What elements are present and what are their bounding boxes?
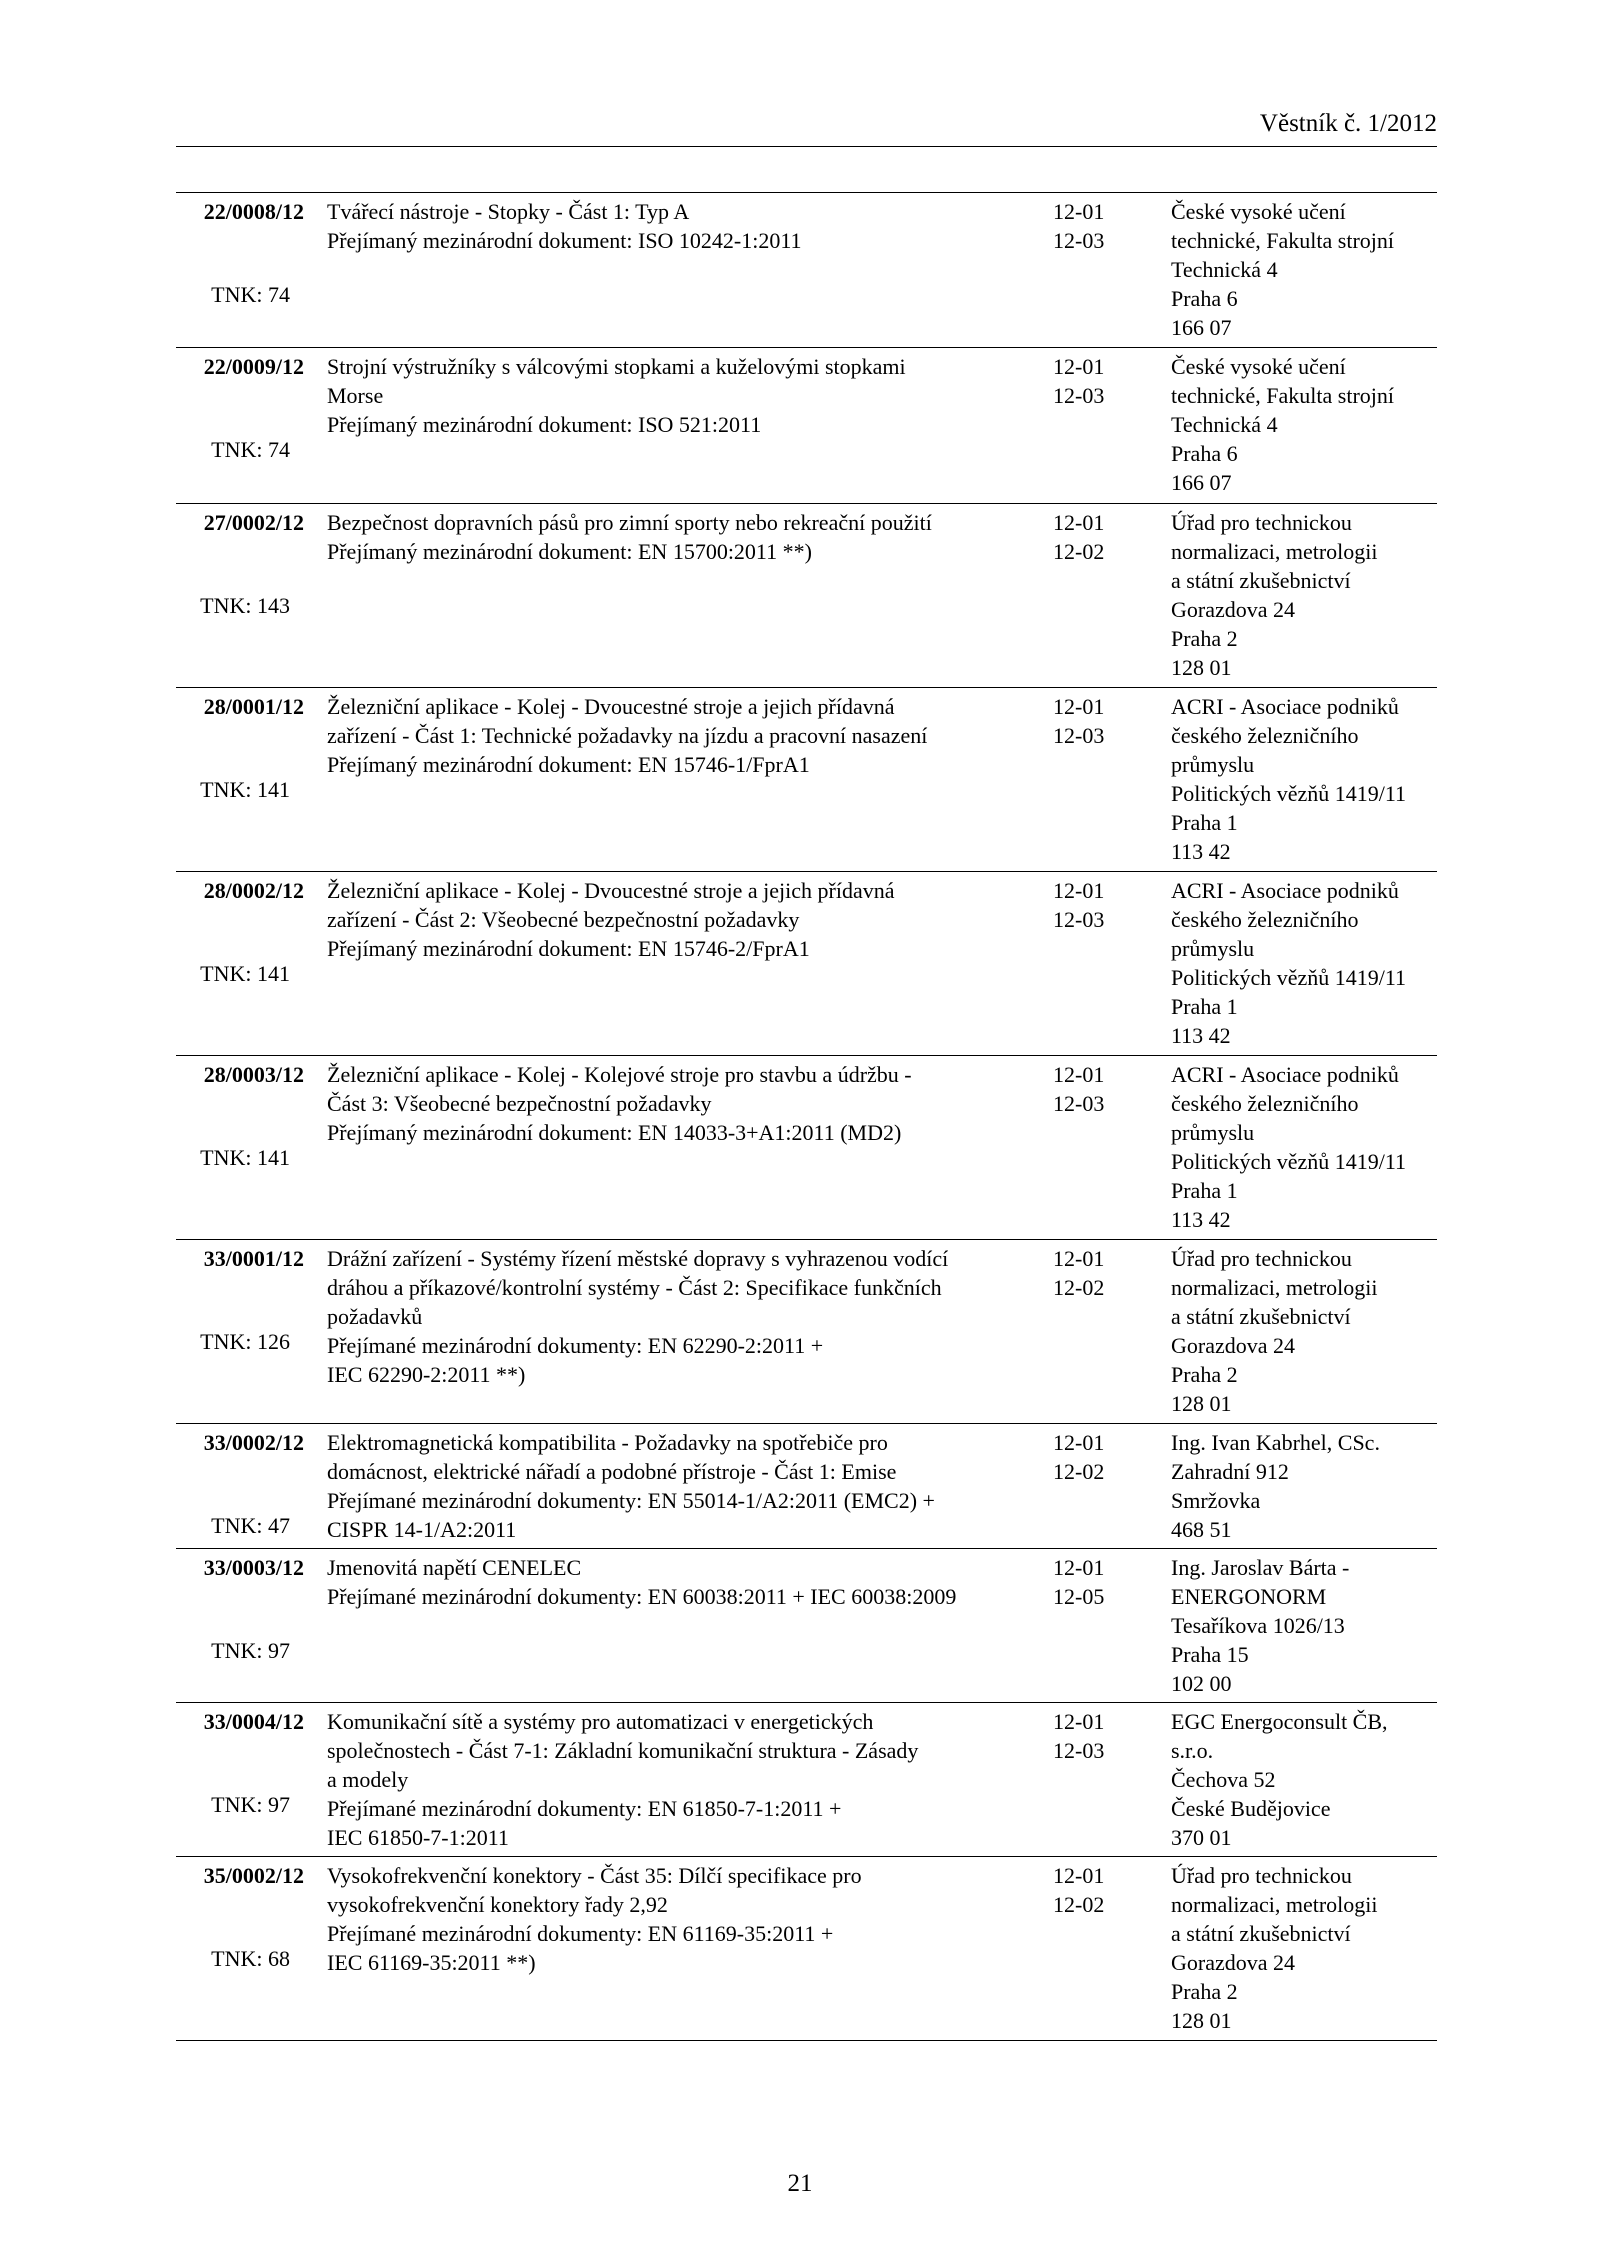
standard-number: 33/0001/12 [203,1246,304,1271]
title-line: Vysokofrekvenční konektory - Část 35: Dílčí specifikace pro [327,1863,862,1888]
tnk-label: TNK: 141 [200,1145,290,1170]
address-line: a státní zkušebnictví [1171,1921,1351,1946]
title-line: dráhou a příkazové/kontrolní systémy - Část 2: Specifikace funkčních [327,1275,942,1300]
title-line: Přejímané mezinárodní dokumenty: EN 60038:2011 + IEC 60038:2009 [327,1584,957,1609]
address-line: normalizaci, metrologii [1171,1892,1378,1917]
date-code: 12-03 [1053,907,1105,932]
date-codes [1053,876,1163,934]
address-line: České vysoké učení [1171,199,1346,224]
table-row [176,1857,1437,2040]
title-line: požadavků [327,1304,423,1329]
standards-table [176,192,1437,2041]
address-line: českého železničního [1171,907,1359,932]
address-line: průmyslu [1171,752,1255,777]
date-code: 12-02 [1053,539,1105,564]
date-codes [1053,197,1163,255]
standard-number: 28/0002/12 [203,878,304,903]
date-code: 12-03 [1053,1738,1105,1763]
address-line: Praha 6 [1171,441,1238,466]
tnk-label: TNK: 97 [211,1638,290,1663]
address-line: normalizaci, metrologii [1171,1275,1378,1300]
title-line: Přejímané mezinárodní dokumenty: EN 62290-2:2011 + [327,1333,824,1358]
title-line: Přejímaný mezinárodní dokument: ISO 10242-1:2011 [327,228,802,253]
address-line: průmyslu [1171,936,1255,961]
title-line: Přejímaný mezinárodní dokument: EN 14033-3+A1:2011 (MD2) [327,1120,902,1145]
date-code: 12-02 [1053,1892,1105,1917]
address-line: a státní zkušebnictví [1171,1304,1351,1329]
tnk-label: TNK: 141 [200,777,290,802]
processor-address [1171,1060,1437,1234]
standard-number: 33/0004/12 [203,1709,304,1734]
date-code: 12-01 [1053,1555,1105,1580]
standard-number: 27/0002/12 [203,510,304,535]
address-line: 113 42 [1171,839,1231,864]
address-line: ACRI - Asociace podniků [1171,1062,1399,1087]
address-line: 113 42 [1171,1207,1231,1232]
address-line: EGC Energoconsult ČB, [1171,1709,1388,1734]
address-line: Praha 1 [1171,994,1238,1019]
date-codes [1053,1553,1163,1611]
address-line: ACRI - Asociace podniků [1171,878,1399,903]
date-codes [1053,1060,1163,1118]
date-code: 12-03 [1053,723,1105,748]
table-row [176,1056,1437,1240]
processor-address [1171,1244,1437,1418]
page-number: 21 [787,2170,813,2197]
standard-number: 22/0009/12 [203,354,304,379]
date-codes [1053,1861,1163,1919]
address-line: a státní zkušebnictví [1171,568,1351,593]
address-line: Praha 6 [1171,286,1238,311]
table-row [176,1703,1437,1857]
title-line: zařízení - Část 2: Všeobecné bezpečnostní požadavky [327,907,800,932]
address-line: Technická 4 [1171,412,1278,437]
table-row [176,348,1437,504]
address-line: normalizaci, metrologii [1171,539,1378,564]
title-line: IEC 61169-35:2011 **) [327,1950,536,1975]
date-code: 12-02 [1053,1275,1105,1300]
address-line: s.r.o. [1171,1738,1214,1763]
processor-address [1171,1861,1437,2035]
address-line: Politických vězňů 1419/11 [1171,1149,1407,1174]
title-line: Přejímaný mezinárodní dokument: ISO 521:2011 [327,412,762,437]
date-code: 12-01 [1053,878,1105,903]
address-line: Čechova 52 [1171,1767,1276,1792]
processor-address [1171,876,1437,1050]
standard-number: 22/0008/12 [203,199,304,224]
address-line: českého železničního [1171,1091,1359,1116]
address-line: Smržovka [1171,1488,1261,1513]
date-codes [1053,692,1163,750]
address-line: Politických vězňů 1419/11 [1171,965,1407,990]
address-line: Praha 2 [1171,1362,1238,1387]
title-line: a modely [327,1767,409,1792]
address-line: České vysoké učení [1171,354,1346,379]
address-line: Praha 1 [1171,810,1238,835]
date-code: 12-01 [1053,1863,1105,1888]
tnk-label: TNK: 143 [200,593,290,618]
title-line: Železniční aplikace - Kolej - Kolejové stroje pro stavbu a údržbu - [327,1062,912,1087]
address-line: technické, Fakulta strojní [1171,383,1394,408]
date-code: 12-05 [1053,1584,1105,1609]
title-line: Část 3: Všeobecné bezpečnostní požadavky [327,1091,712,1116]
date-code: 12-03 [1053,383,1105,408]
address-line: 370 01 [1171,1825,1232,1850]
table-row [176,1240,1437,1424]
title-line: Přejímané mezinárodní dokumenty: EN 61169-35:2011 + [327,1921,834,1946]
address-line: Gorazdova 24 [1171,597,1296,622]
address-line: 128 01 [1171,2008,1232,2033]
tnk-label: TNK: 47 [211,1513,290,1538]
title-line: Strojní výstružníky s válcovými stopkami a kuželovými stopkami [327,354,906,379]
table-row [176,872,1437,1056]
address-line: 166 07 [1171,470,1232,495]
title-line: domácnost, elektrické nářadí a podobné přístroje - Část 1: Emise [327,1459,897,1484]
title-line: vysokofrekvenční konektory řady 2,92 [327,1892,668,1917]
address-line: 128 01 [1171,1391,1232,1416]
title-line: Bezpečnost dopravních pásů pro zimní sporty nebo rekreační použití [327,510,932,535]
tnk-label: TNK: 126 [200,1329,290,1354]
processor-address [1171,1428,1437,1544]
standard-number: 33/0002/12 [203,1430,304,1455]
title-line: zařízení - Část 1: Technické požadavky na jízdu a pracovní nasazení [327,723,928,748]
address-line: 113 42 [1171,1023,1231,1048]
address-line: Praha 2 [1171,1979,1238,2004]
title-line: CISPR 14-1/A2:2011 [327,1517,517,1542]
title-line: Železniční aplikace - Kolej - Dvoucestné stroje a jejich přídavná [327,694,895,719]
date-codes [1053,508,1163,566]
title-line: Přejímaný mezinárodní dokument: EN 15746-2/FprA1 [327,936,810,961]
date-code: 12-03 [1053,1091,1105,1116]
title-line: IEC 61850-7-1:2011 [327,1825,509,1850]
address-line: Politických vězňů 1419/11 [1171,781,1407,806]
table-row [176,1424,1437,1549]
date-code: 12-01 [1053,1709,1105,1734]
processor-address [1171,352,1437,497]
date-code: 12-01 [1053,1246,1105,1271]
address-line: ACRI - Asociace podniků [1171,694,1399,719]
date-codes [1053,1428,1163,1486]
title-line: Tvářecí nástroje - Stopky - Část 1: Typ A [327,199,690,224]
title-line: Přejímané mezinárodní dokumenty: EN 55014-1/A2:2011 (EMC2) + [327,1488,935,1513]
title-line: Přejímaný mezinárodní dokument: EN 15746-1/FprA1 [327,752,810,777]
processor-address [1171,1553,1437,1698]
address-line: průmyslu [1171,1120,1255,1145]
address-line: České Budějovice [1171,1796,1331,1821]
address-line: Gorazdova 24 [1171,1950,1296,1975]
date-codes [1053,352,1163,410]
address-line: Zahradní 912 [1171,1459,1289,1484]
date-code: 12-01 [1053,1062,1105,1087]
title-line: Komunikační sítě a systémy pro automatizaci v energetických [327,1709,874,1734]
standard-number: 35/0002/12 [203,1863,304,1888]
address-line: Ing. Jaroslav Bárta - [1171,1555,1350,1580]
processor-address [1171,692,1437,866]
processor-address [1171,1707,1437,1852]
table-row [176,504,1437,688]
date-codes [1053,1244,1163,1302]
address-line: Praha 15 [1171,1642,1249,1667]
tnk-label: TNK: 74 [211,437,290,462]
tnk-label: TNK: 141 [200,961,290,986]
date-code: 12-02 [1053,1459,1105,1484]
standard-number: 33/0003/12 [203,1555,304,1580]
address-line: Praha 2 [1171,626,1238,651]
date-code: 12-01 [1053,510,1105,535]
title-line: Železniční aplikace - Kolej - Dvoucestné stroje a jejich přídavná [327,878,895,903]
table-row [176,688,1437,872]
address-line: 468 51 [1171,1517,1232,1542]
address-line: Úřad pro technickou [1171,1246,1352,1271]
header-divider [176,146,1437,147]
address-line: Technická 4 [1171,257,1278,282]
date-code: 12-01 [1053,354,1105,379]
date-code: 12-01 [1053,199,1105,224]
processor-address [1171,197,1437,342]
tnk-label: TNK: 68 [211,1946,290,1971]
table-row [176,193,1437,348]
title-line: Přejímané mezinárodní dokumenty: EN 61850-7-1:2011 + [327,1796,842,1821]
tnk-label: TNK: 74 [211,282,290,307]
date-code: 12-01 [1053,694,1105,719]
title-line: Morse [327,383,384,408]
address-line: Úřad pro technickou [1171,510,1352,535]
table-row [176,1549,1437,1703]
title-line: společnostech - Část 7-1: Základní komunikační struktura - Zásady [327,1738,919,1763]
title-line: IEC 62290-2:2011 **) [327,1362,526,1387]
address-line: 128 01 [1171,655,1232,680]
address-line: Gorazdova 24 [1171,1333,1296,1358]
standard-number: 28/0001/12 [203,694,304,719]
tnk-label: TNK: 97 [211,1792,290,1817]
address-line: 102 00 [1171,1671,1232,1696]
address-line: technické, Fakulta strojní [1171,228,1394,253]
date-code: 12-03 [1053,228,1105,253]
date-codes [1053,1707,1163,1765]
address-line: ENERGONORM [1171,1584,1327,1609]
address-line: českého železničního [1171,723,1359,748]
address-line: Tesaříkova 1026/13 [1171,1613,1345,1638]
title-line: Elektromagnetická kompatibilita - Požadavky na spotřebiče pro [327,1430,888,1455]
title-line: Přejímaný mezinárodní dokument: EN 15700:2011 **) [327,539,812,564]
title-line: Drážní zařízení - Systémy řízení městské dopravy s vyhrazenou vodící [327,1246,949,1271]
standard-number: 28/0003/12 [203,1062,304,1087]
address-line: 166 07 [1171,315,1232,340]
address-line: Praha 1 [1171,1178,1238,1203]
date-code: 12-01 [1053,1430,1105,1455]
page-header-title: Věstník č. 1/2012 [1259,110,1437,137]
address-line: Ing. Ivan Kabrhel, CSc. [1171,1430,1380,1455]
processor-address [1171,508,1437,682]
address-line: Úřad pro technickou [1171,1863,1352,1888]
title-line: Jmenovitá napětí CENELEC [327,1555,582,1580]
